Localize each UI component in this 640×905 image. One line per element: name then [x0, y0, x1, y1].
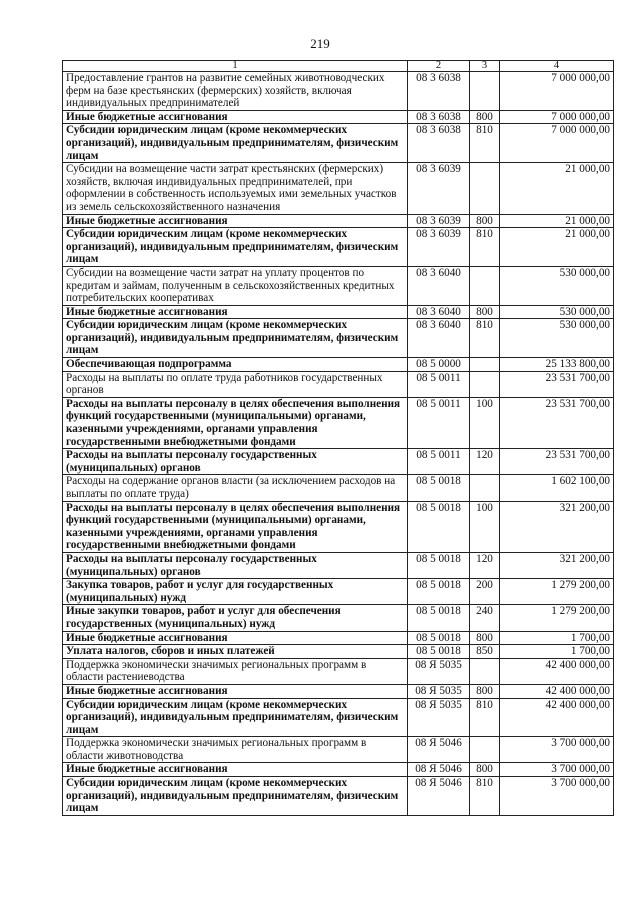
row-type-cell: 200	[470, 579, 500, 605]
row-type-cell: 120	[470, 449, 500, 475]
row-amount-cell: 321 200,00	[500, 501, 614, 552]
row-amount-cell: 1 279 200,00	[500, 579, 614, 605]
row-name-cell: Расходы на выплаты по оплате труда работников государственных органов	[63, 371, 408, 397]
row-name-cell: Иные бюджетные ассигнования	[63, 214, 408, 228]
row-amount-cell: 7 000 000,00	[500, 72, 614, 111]
row-type-cell: 800	[470, 305, 500, 319]
row-type-cell: 810	[470, 124, 500, 163]
row-type-cell	[470, 475, 500, 501]
table-row	[63, 658, 614, 684]
table-row	[63, 163, 614, 214]
row-name-cell: Уплата налогов, сборов и иных платежей	[63, 645, 408, 659]
budget-table	[62, 60, 614, 816]
table-row	[63, 397, 614, 448]
row-type-cell: 810	[470, 777, 500, 816]
row-name-cell: Иные закупки товаров, работ и услуг для обеспечения государственных (муниципальных) нужд	[63, 605, 408, 631]
row-amount-cell: 321 200,00	[500, 552, 614, 578]
row-amount-cell: 42 400 000,00	[500, 698, 614, 737]
table-row	[63, 72, 614, 111]
row-amount-cell: 23 531 700,00	[500, 397, 614, 448]
row-code-cell: 08 5 0011	[408, 397, 470, 448]
table-row	[63, 777, 614, 816]
row-amount-cell: 530 000,00	[500, 266, 614, 305]
row-name-cell: Иные бюджетные ассигнования	[63, 631, 408, 645]
row-code-cell: 08 Я 5035	[408, 658, 470, 684]
row-amount-cell: 1 279 200,00	[500, 605, 614, 631]
row-name-cell: Расходы на выплаты персоналу в целях обеспечения выполнения функций государственными (муниципальными) органами, казенными учреждениями, органами управления государственными внебюджетными фондами	[63, 397, 408, 448]
column-header-2: 2	[408, 61, 470, 72]
row-type-cell	[470, 737, 500, 763]
table-row	[63, 449, 614, 475]
row-code-cell: 08 5 0018	[408, 605, 470, 631]
row-name-cell: Расходы на выплаты персоналу государственных (муниципальных) органов	[63, 552, 408, 578]
row-code-cell: 08 5 0018	[408, 631, 470, 645]
row-name-cell: Субсидии на возмещение части затрат крестьянских (фермерских) хозяйств, включая индивидуальных предпринимателей, при оформлении в собственность используемых ими земельных участков из земель сельскохозяйственного назначения	[63, 163, 408, 214]
row-name-cell: Иные бюджетные ассигнования	[63, 763, 408, 777]
row-name-cell: Иные бюджетные ассигнования	[63, 305, 408, 319]
row-code-cell: 08 3 6039	[408, 228, 470, 267]
row-code-cell: 08 3 6040	[408, 319, 470, 358]
row-amount-cell: 23 531 700,00	[500, 371, 614, 397]
row-type-cell: 800	[470, 631, 500, 645]
row-type-cell	[470, 163, 500, 214]
row-name-cell: Расходы на содержание органов власти (за исключением расходов на выплаты по оплате труда)	[63, 475, 408, 501]
row-name-cell: Субсидии юридическим лицам (кроме некоммерческих организаций), индивидуальным предпринимателям, физическим лицам	[63, 319, 408, 358]
row-code-cell: 08 Я 5035	[408, 684, 470, 698]
row-amount-cell: 23 531 700,00	[500, 449, 614, 475]
row-name-cell: Расходы на выплаты персоналу в целях обеспечения выполнения функций государственными (муниципальными) органами, казенными учреждениями, органами управления государственными внебюджетными фондами	[63, 501, 408, 552]
row-type-cell: 810	[470, 698, 500, 737]
column-header-1: 1	[63, 61, 408, 72]
row-amount-cell: 25 133 800,00	[500, 358, 614, 372]
row-amount-cell: 42 400 000,00	[500, 658, 614, 684]
row-amount-cell: 7 000 000,00	[500, 124, 614, 163]
row-name-cell: Расходы на выплаты персоналу государственных (муниципальных) органов	[63, 449, 408, 475]
row-name-cell: Поддержка экономически значимых региональных программ в области растениеводства	[63, 658, 408, 684]
row-code-cell: 08 5 0000	[408, 358, 470, 372]
row-type-cell: 810	[470, 228, 500, 267]
row-code-cell: 08 Я 5046	[408, 777, 470, 816]
row-code-cell: 08 3 6039	[408, 214, 470, 228]
table-row	[63, 305, 614, 319]
row-type-cell: 800	[470, 110, 500, 124]
table-row	[63, 371, 614, 397]
page-number: 219	[310, 36, 330, 51]
row-amount-cell: 530 000,00	[500, 319, 614, 358]
table-row	[63, 228, 614, 267]
row-amount-cell: 1 602 100,00	[500, 475, 614, 501]
table-row	[63, 319, 614, 358]
table-row	[63, 214, 614, 228]
column-header-4: 4	[500, 61, 614, 72]
row-amount-cell: 7 000 000,00	[500, 110, 614, 124]
table-row	[63, 645, 614, 659]
table-row	[63, 475, 614, 501]
row-code-cell: 08 3 6038	[408, 110, 470, 124]
row-name-cell: Иные бюджетные ассигнования	[63, 110, 408, 124]
row-type-cell	[470, 358, 500, 372]
row-amount-cell: 21 000,00	[500, 163, 614, 214]
row-code-cell: 08 Я 5046	[408, 737, 470, 763]
row-amount-cell: 3 700 000,00	[500, 777, 614, 816]
row-code-cell: 08 3 6038	[408, 124, 470, 163]
table-body	[63, 72, 614, 816]
row-name-cell: Предоставление грантов на развитие семейных животноводческих ферм на базе крестьянских (фермерских) хозяйств, включая индивидуальных предпринимателей	[63, 72, 408, 111]
table-row	[63, 631, 614, 645]
table-row	[63, 552, 614, 578]
row-code-cell: 08 3 6040	[408, 266, 470, 305]
row-amount-cell: 1 700,00	[500, 631, 614, 645]
row-type-cell: 810	[470, 319, 500, 358]
row-code-cell: 08 3 6039	[408, 163, 470, 214]
row-code-cell: 08 3 6038	[408, 72, 470, 111]
row-name-cell: Субсидии юридическим лицам (кроме некоммерческих организаций), индивидуальным предпринимателям, физическим лицам	[63, 777, 408, 816]
row-type-cell: 800	[470, 214, 500, 228]
table-row	[63, 124, 614, 163]
table-row	[63, 266, 614, 305]
row-type-cell	[470, 371, 500, 397]
row-code-cell: 08 5 0018	[408, 552, 470, 578]
column-header-3: 3	[470, 61, 500, 72]
row-amount-cell: 42 400 000,00	[500, 684, 614, 698]
row-code-cell: 08 Я 5035	[408, 698, 470, 737]
row-amount-cell: 530 000,00	[500, 305, 614, 319]
row-code-cell: 08 5 0018	[408, 579, 470, 605]
row-type-cell: 100	[470, 397, 500, 448]
row-code-cell: 08 3 6040	[408, 305, 470, 319]
row-name-cell: Поддержка экономически значимых региональных программ в области животноводства	[63, 737, 408, 763]
table-row	[63, 684, 614, 698]
row-type-cell	[470, 72, 500, 111]
row-amount-cell: 1 700,00	[500, 645, 614, 659]
row-name-cell: Субсидии на возмещение части затрат на уплату процентов по кредитам и займам, полученным в сельскохозяйственных кредитных потребительских кооперативах	[63, 266, 408, 305]
row-code-cell: 08 Я 5046	[408, 763, 470, 777]
row-type-cell	[470, 658, 500, 684]
table-header-row	[63, 61, 614, 72]
row-type-cell: 240	[470, 605, 500, 631]
row-code-cell: 08 5 0018	[408, 475, 470, 501]
table-row	[63, 605, 614, 631]
table-row	[63, 737, 614, 763]
row-type-cell: 800	[470, 763, 500, 777]
row-amount-cell: 3 700 000,00	[500, 763, 614, 777]
table-row	[63, 501, 614, 552]
row-name-cell: Обеспечивающая подпрограмма	[63, 358, 408, 372]
row-amount-cell: 21 000,00	[500, 214, 614, 228]
row-name-cell: Иные бюджетные ассигнования	[63, 684, 408, 698]
row-type-cell: 800	[470, 684, 500, 698]
row-type-cell: 100	[470, 501, 500, 552]
row-type-cell: 850	[470, 645, 500, 659]
row-code-cell: 08 5 0018	[408, 501, 470, 552]
row-name-cell: Субсидии юридическим лицам (кроме некоммерческих организаций), индивидуальным предпринимателям, физическим лицам	[63, 228, 408, 267]
row-name-cell: Субсидии юридическим лицам (кроме некоммерческих организаций), индивидуальным предпринимателям, физическим лицам	[63, 124, 408, 163]
row-amount-cell: 3 700 000,00	[500, 737, 614, 763]
table-row	[63, 579, 614, 605]
row-code-cell: 08 5 0011	[408, 371, 470, 397]
row-amount-cell: 21 000,00	[500, 228, 614, 267]
table-row	[63, 698, 614, 737]
row-code-cell: 08 5 0018	[408, 645, 470, 659]
table-row	[63, 110, 614, 124]
table-row	[63, 763, 614, 777]
table-row	[63, 358, 614, 372]
row-code-cell: 08 5 0011	[408, 449, 470, 475]
row-name-cell: Субсидии юридическим лицам (кроме некоммерческих организаций), индивидуальным предпринимателям, физическим лицам	[63, 698, 408, 737]
row-type-cell	[470, 266, 500, 305]
row-type-cell: 120	[470, 552, 500, 578]
row-name-cell: Закупка товаров, работ и услуг для государственных (муниципальных) нужд	[63, 579, 408, 605]
